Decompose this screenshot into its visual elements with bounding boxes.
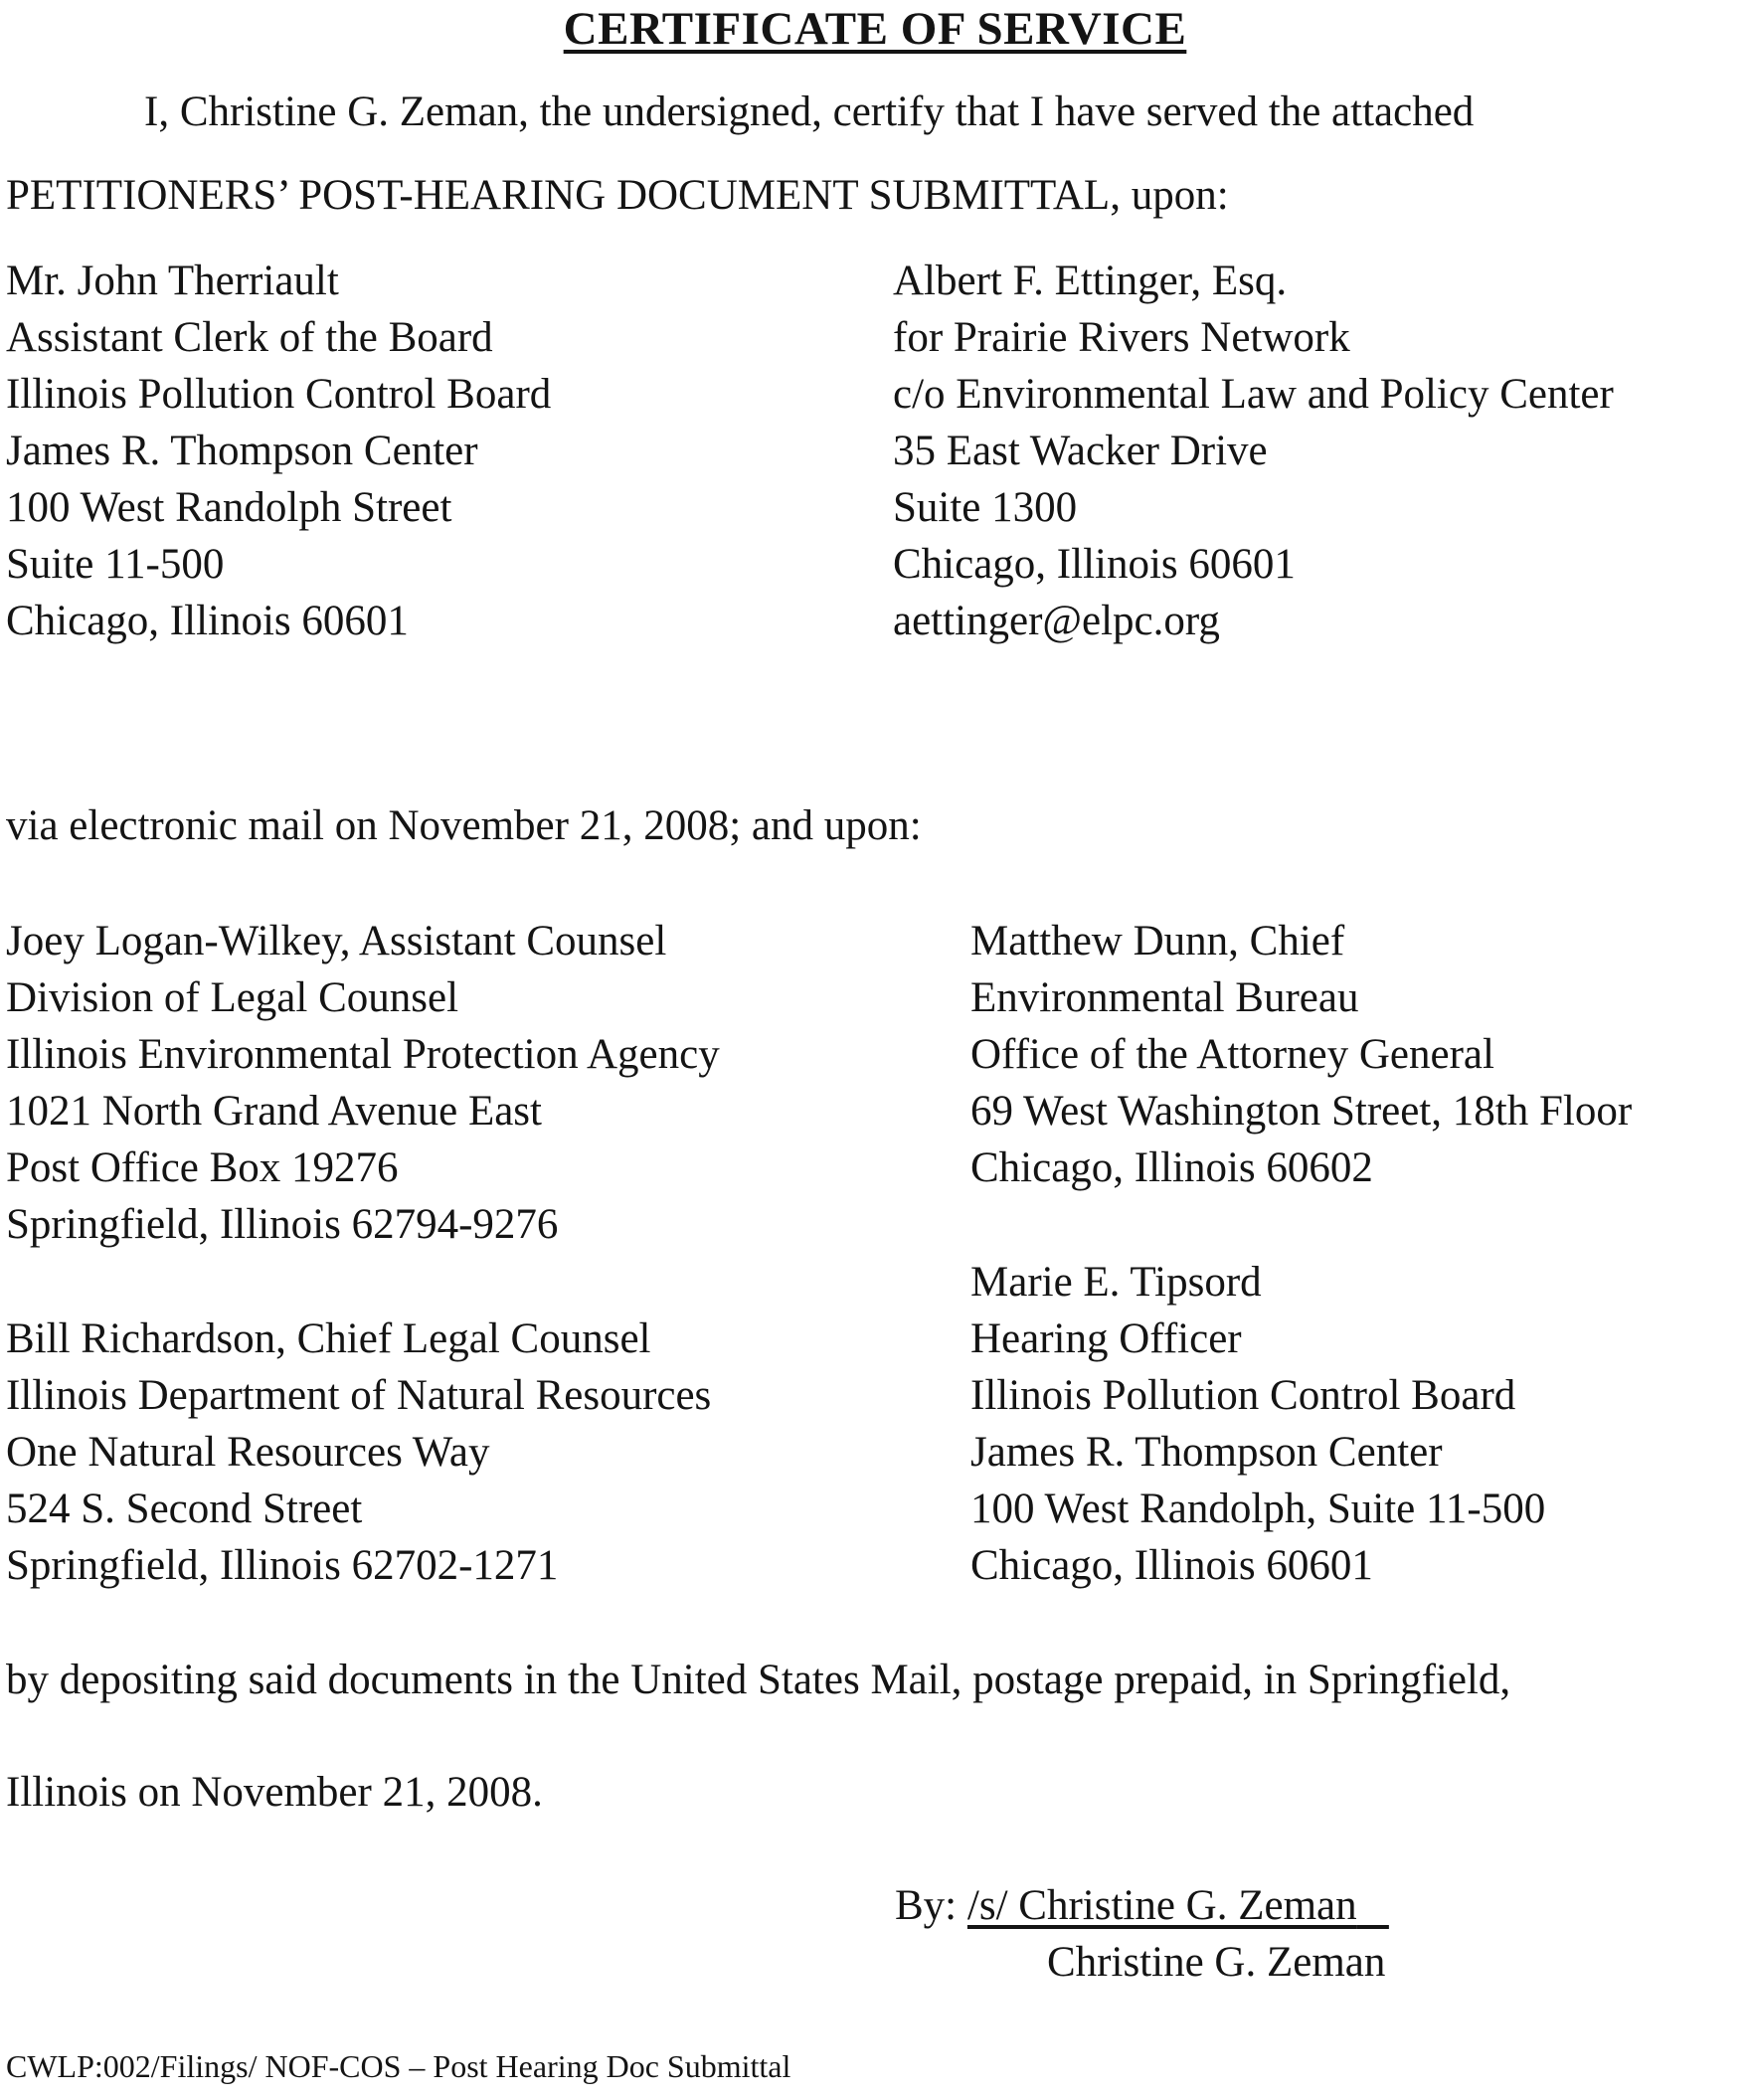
via-email-line: via electronic mail on November 21, 2008; and upon: — [6, 802, 922, 849]
address-line: 100 West Randolph Street — [6, 484, 452, 531]
address-line: Marie E. Tipsord — [970, 1259, 1262, 1306]
address-line: Illinois Pollution Control Board — [6, 371, 552, 418]
mail-recipient-tipsord — [970, 1254, 1545, 1594]
email-recipient-clerk — [6, 253, 551, 649]
address-line: 69 West Washington Street, 18th Floor — [970, 1088, 1633, 1135]
mail-recipient-richardson — [6, 1311, 711, 1594]
address-line: 100 West Randolph, Suite 11-500 — [970, 1486, 1546, 1532]
address-line: Suite 11-500 — [6, 541, 225, 588]
address-line: Office of the Attorney General — [970, 1031, 1494, 1078]
email-address: aettinger@elpc.org — [893, 598, 1220, 644]
address-line: Chicago, Illinois 60601 — [893, 541, 1296, 588]
address-line: Chicago, Illinois 60601 — [6, 598, 409, 644]
address-line: Hearing Officer — [970, 1315, 1242, 1362]
address-line: Bill Richardson, Chief Legal Counsel — [6, 1315, 651, 1362]
address-line: Suite 1300 — [893, 484, 1078, 531]
address-line: Springfield, Illinois 62702-1271 — [6, 1542, 559, 1589]
address-line: 524 S. Second Street — [6, 1486, 363, 1532]
address-line: Environmental Bureau — [970, 974, 1359, 1021]
address-line: Chicago, Illinois 60602 — [970, 1144, 1373, 1191]
address-line: One Natural Resources Way — [6, 1429, 490, 1476]
address-line: Chicago, Illinois 60601 — [970, 1542, 1373, 1589]
intro-line-1: I, Christine G. Zeman, the undersigned, certify that I have served the attached — [144, 88, 1475, 135]
address-line: Albert F. Ettinger, Esq. — [893, 258, 1288, 304]
address-line: Post Office Box 19276 — [6, 1144, 399, 1191]
deposit-line-2: Illinois on November 21, 2008. — [6, 1769, 543, 1816]
electronic-signature: /s/ Christine G. Zeman — [966, 1882, 1357, 1929]
mail-recipient-logan-wilkey — [6, 913, 720, 1253]
address-line: for Prairie Rivers Network — [893, 314, 1350, 361]
document-footer: CWLP:002/Filings/ NOF-COS – Post Hearing Doc Submittal — [6, 2048, 791, 2084]
address-line: Illinois Environmental Protection Agency — [6, 1031, 720, 1078]
address-line: Matthew Dunn, Chief — [970, 918, 1345, 964]
deposit-line-1: by depositing said documents in the United States Mail, postage prepaid, in Springfield, — [6, 1657, 1511, 1703]
address-line: James R. Thompson Center — [970, 1429, 1443, 1476]
signature-line — [895, 1877, 1389, 1934]
address-line: c/o Environmental Law and Policy Center — [893, 371, 1614, 418]
mail-recipient-dunn — [970, 913, 1632, 1196]
signer-name: Christine G. Zeman — [1047, 1939, 1386, 1986]
address-line: 35 East Wacker Drive — [893, 428, 1268, 474]
document-title: CERTIFICATE OF SERVICE — [563, 3, 1187, 55]
address-line: Illinois Pollution Control Board — [970, 1372, 1516, 1419]
address-line: Division of Legal Counsel — [6, 974, 459, 1021]
address-line: 1021 North Grand Avenue East — [6, 1088, 542, 1135]
signature-by-label: By: — [895, 1882, 958, 1929]
email-recipient-ettinger — [893, 253, 1614, 649]
intro-line-2: PETITIONERS’ POST-HEARING DOCUMENT SUBMITTAL, upon: — [6, 172, 1229, 219]
address-line: Illinois Department of Natural Resources — [6, 1372, 712, 1419]
address-line: Joey Logan-Wilkey, Assistant Counsel — [6, 918, 667, 964]
address-line: James R. Thompson Center — [6, 428, 478, 474]
address-line: Assistant Clerk of the Board — [6, 314, 493, 361]
address-line: Mr. John Therriault — [6, 258, 339, 304]
address-line: Springfield, Illinois 62794-9276 — [6, 1201, 559, 1248]
